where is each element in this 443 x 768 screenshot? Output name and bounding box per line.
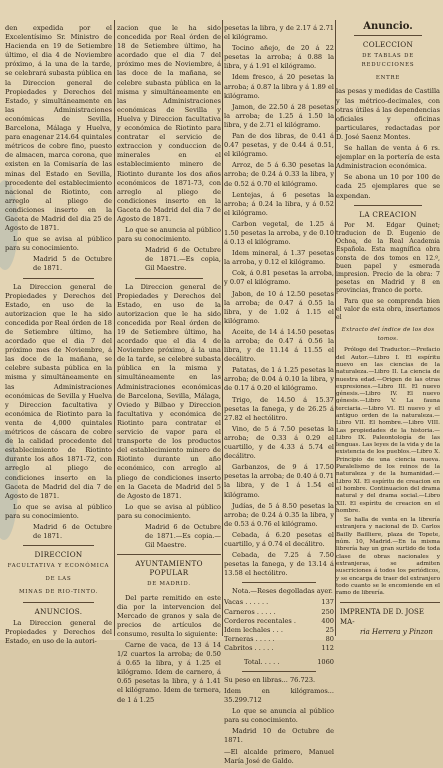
price-line: Jamon, de 22.50 á 28 pesetas la arroba; de 1.25 á 1.50 la libra, y de 2.71 el kilógramo.: [224, 102, 334, 129]
row-value: 80: [325, 635, 334, 644]
column-1: [5, 24, 112, 648]
separator: [354, 205, 422, 206]
heading-extracto: Extracto del índice de los dos tomos.: [341, 327, 435, 343]
price-line: Cok, á 0.81 pesetas la arroba, y 0.07 el kilógramo.: [224, 269, 334, 287]
separator: [242, 582, 316, 583]
subheading-facultativa: FACULTATIVA Y ECONÓMICA: [7, 563, 110, 570]
price-line: Jabon, de 10 á 12.50 pesetas la arroba; de 0.47 á 0.55 la libra, y de 1.02 á 1.15 el kilógramo.: [224, 289, 334, 325]
heading-coleccion: COLECCION: [362, 40, 414, 50]
total-label: Total. . . . .: [244, 657, 280, 666]
col4-paragraph-6: Prólogo del Traductor.—Prefacio del Autor.—Libro I. El espíritu nuevo en las ciencias de la naturaleza.—Libro II. La ciencia de nuestra edad.—Origen de las otras expresiones.—Libro III. El nuevo génesis.—Libro IV. El nuevo génesis.—Libro V. La fauna terciaria.—Libro VI. El nuevo y el antiguo orden de la naturaleza.—Libro VII. El hombre.—Libro VIII. Las propiedades de la historia.—Libro IX. Paleontología de las lenguas. Las leyes de la vida y de la existencia de los pueblos.—Libro X. Principio de una ciencia nueva. Paralelismo de los reinos de la naturaleza y de la humanidad.—Libro XI. El espíritu de creacion en el hombre. Continuacion del drama natural y del drama social.—Libro XII. El espíritu de creacion en el hombre.: [336, 347, 440, 514]
row-value: 250: [321, 607, 334, 616]
price-line: Arroz, de 5 á 6.30 pesetas la arroba; de 0.24 á 0.33 la libra, y de 0.52 á 0.70 el kilógramo.: [224, 161, 334, 188]
row-value: 137: [321, 598, 334, 607]
column-rule-1: [114, 20, 115, 636]
weight-pounds: Su peso en libras... 76.723.: [224, 675, 316, 684]
separator: [340, 602, 440, 603]
separator: [23, 602, 94, 603]
heading-anuncio: Anuncio.: [363, 21, 413, 32]
col3-date: Madrid 10 de Octubre de 1871.: [224, 727, 334, 745]
col4-paragraph-4: Por M. Edgar Quinet; traducion de D. Eugenio de Ochoa, de la Real Academia Española. Esta magnífica obra consta de dos tomos en 12.º, buen papel y esmerada impresion. Precio de la obra: 7 pesetas en Madrid y 8 en provincias, franco de porte.: [336, 221, 440, 295]
col3-signature: —El alcalde primero, Manuel María José de Galdo.: [224, 747, 334, 765]
weight-kilos: Idem en kilógramos... 35.299.712: [224, 686, 334, 705]
column-3: [224, 24, 334, 768]
subheading-minas: MINAS DE RIO-TINTO.: [18, 589, 99, 596]
col2-paragraph-2: Lo que se anuncia al público para su conocimiento.: [117, 226, 221, 244]
separator: [354, 35, 422, 36]
price-line: Idem fresco, á 20 pesetas la arroba; á 0.87 la libra y á 1.89 el kilógramo.: [224, 73, 334, 100]
price-line: pesetas la libra, y de 2.17 á 2.71 el kilógramo.: [224, 24, 334, 42]
separator: [23, 545, 94, 546]
price-line: Trigo, de 14.50 á 15.37 pesetas la fanega, y de 26.25 á 27.82 el hectólitro.: [224, 395, 334, 422]
price-line: Judías, de 5 á 8.50 pesetas la arroba; de 0.24 á 0.35 la libra, y de 0.53 á 0.76 el kilógramo.: [224, 501, 334, 528]
separator: [23, 278, 94, 279]
table-row: [224, 608, 334, 617]
col1-date-2: Madrid 6 de Octubre de 1871.: [33, 522, 112, 541]
separator: [117, 554, 221, 555]
imprint-line-2: ria Herrera y Pinzon: [360, 628, 433, 636]
col3-closing: Lo que se anuncia al público para su conocimiento.: [224, 707, 334, 725]
table-row: [224, 598, 334, 607]
col2-paragraph-5: Del parte remitido en este dia por la intervencion del Mercado de granos y sala de precios de artículos de consumo, resulta lo siguiente:: [117, 593, 221, 638]
col4-paragraph-1: las pesas y medidas de Castilla y las métrico-decimales, con otras útiles á las dependencias oficiales y oficinas particulares, redactadas por D. José Saenz Montes.: [336, 87, 440, 141]
row-value: 25: [325, 626, 334, 635]
column-2: [117, 24, 221, 707]
col1-paragraph-1: den expedida por el Excelentísimo Sr. Ministro de Hacienda en 19 de Setiembre último, el dia 4 de Noviembre próximo, á la una de la tarde, se celebrará subasta pública en la Direccion general de Propiedades y Derechos del Estado, y simultáneamente en las Administraciones económicas de Sevilla, Barcelona, Málaga y Huelva, para enagenar 214.64 quintales métricos de cobre fino, puesto de almacen, marca corona, que existen en la Comisaría de las minas del Estado en Sevilla, procedente del establecimiento nacional de Riotinto, con arreglo al pliego de condiciones inserto en la Gaceta de Madrid del dia 25 de Agosto de 1871.: [5, 24, 112, 233]
subheading-madrid: DE MADRID.: [147, 581, 191, 588]
separator: [135, 278, 203, 279]
table-row: [224, 617, 334, 626]
livestock-table: [224, 598, 334, 666]
table-row: [224, 644, 334, 653]
price-line: Tocino añejo, de 20 á 22 pesetas la arroba; á 0.88 la libra, y á 1.91 el kilógramo.: [224, 44, 334, 71]
col1-paragraph-2: Lo que se avisa al público para su conocimiento.: [5, 235, 112, 253]
separator: [242, 671, 316, 672]
col4-paragraph-3: Se abona un 10 por 100 de cada 25 ejemplares que se expendan.: [336, 173, 440, 200]
column-rule-2: [222, 20, 223, 636]
subheading-entre: ENTRE: [375, 75, 401, 82]
col2-date-1: Madrid 6 de Octubre de 1871.—Es copia, Gil Maestre.: [145, 246, 221, 273]
col4-paragraph-2: Se hallan de venta á 6 rs. ejemplar en la portería de esta Administracion económica.: [336, 144, 440, 171]
row-label: Carneros . . . . .: [224, 607, 276, 616]
heading-ayuntamiento: AYUNTAMIENTO POPULAR: [135, 559, 203, 578]
subheading-de-las: DE LAS: [45, 576, 72, 583]
column-4: [336, 21, 440, 599]
row-label: Corderos recentales .: [224, 616, 296, 625]
col2-paragraph-1: zacion que le ha sido concedida por Real órden de 18 de Setiembre último, ha acordado que el dia 7 del próximo mes de Noviembre, á las doce de la mañana, se celebre subasta pública en la misma y simultáneamente en las Administraciones económicas de Sevilla y Huelva y Direccion facultativa y económica de Riotinto para contratar el servicio de extraccion y conduccion de minerales en el establecimiento minero de Riotinto durante los dos años económicos de 1871-73, con arreglo al pliego de condiciones inserto en la Gaceta de Madrid del dia 7 de Agosto de 1871.: [117, 24, 221, 223]
price-line: Cebada, de 7.25 á 7.50 pesetas la fanega, y de 13.14 á 13.58 el hectólitro.: [224, 551, 334, 578]
col1-date-1: Madrid 5 de Octubre de 1871.: [33, 255, 112, 273]
imprint-line-1: IMPRENTA DE D. JOSE MA-: [340, 608, 424, 626]
price-line: Vino, de 5 á 7.50 pesetas la arroba; de 0.33 á 0.29 el cuartillo, y de 4.33 á 5.74 el decálitro.: [224, 424, 334, 461]
col4-paragraph-7: Se halla de venta en la librería extranjera y nacional de D. Carlos Bailly Bailliere, plaza de Topete, núm. 10, Madrid.—En la misma librería hay un gran surtido de toda clase de obras nacionales y extranjeras, se admiten suscriciones á todos los periódicos, y se encarga de traer del extranjero todo cuanto se le encomiende en el ramo de librería.: [336, 517, 440, 597]
col2-paragraph-4: Lo que se avisa al público para su conocimiento.: [117, 502, 221, 520]
row-label: Cabritos . . . . .: [224, 644, 274, 653]
row-label: Idem lechales . . .: [224, 626, 283, 635]
imprint: [340, 598, 440, 637]
row-label: Terneras . . . . .: [224, 635, 275, 644]
heading-direccion: DIRECCION: [34, 550, 83, 560]
col1-paragraph-4: Lo que se avisa al público para su conocimiento.: [5, 502, 112, 520]
heading-anuncios: ANUNCIOS.: [34, 606, 83, 616]
price-line: Aceite, de 14 á 14.50 pesetas la arroba; de 0.47 á 0.56 la libra, y de 11.14 á 11.55 el decálitro.: [224, 327, 334, 364]
table-row: [224, 635, 334, 644]
price-line: Lentejas, á 6 pesetas la arroba; á 0.24 la libra, y á 0.52 el kilógramo.: [224, 190, 334, 217]
table-row: [224, 626, 334, 635]
col1-paragraph-5: La Direccion general de Propiedades y Derechos del Estado, en uso de la autori-: [5, 618, 112, 645]
row-value: 400: [321, 616, 334, 625]
table-total-row: [224, 654, 334, 667]
price-line: Carbon vegetal, de 1.25 á 1.50 pesetas la arroba, y de 0.10 á 0.13 el kilógramo.: [224, 219, 334, 247]
col4-paragraph-5: Para que se comprenda bien el valor de esta obra, insertamos el: [336, 297, 440, 321]
total-value: 1060: [317, 657, 334, 666]
col2-paragraph-3: La Direccion general de Propiedades y Derechos del Estado, en uso de la autorizacion que le ha sido concedida por Real órden de 19 de Setiembre último, ha acordado que el dia 4 de Noviembre próximo, á la una de la tarde, se celebre subasta pública en la misma y simultáneamente en las Administraciones económicas de Barcelona, Sevilla, Málaga, Oviedo y Bilbao y Direccion facultativa y económica de Riotinto para contratar el servicio de vapor para el transporte de los productos del establecimiento minero de Riotinto durante un año económico, con arreglo al pliego de condiciones inserto en la Gaceta de Madrid del 5 de Agosto de 1871.: [117, 282, 221, 500]
price-line: Pan de dos libras, de 0.41 á 0.47 pesetas, y de 0.44 á 0.51, el kilógramo.: [224, 132, 334, 159]
price-line: Idem mineral, á 1.37 pesetas la arroba, y 0.12 el kilógramo.: [224, 249, 334, 267]
col1-paragraph-3: La Direccion general de Propiedades y Derechos del Estado, en uso de la autorizacion que le ha sido concedida por Real órden de 18 de Setiembre último, ha acordado que el dia 7 del próximo mes de Noviembre, á las doce de la mañana, se celebre subasta pública en la misma y simultáneamente en las Administraciones económicas de Sevilla y Huelva y Direccion facultativa y económica de Riotinto para la venta de 4,000 quintales métricos de cáscara de cobre de la calidad procedente del establecimiento de Riotinto durante los años 1871-72, con arreglo al pliego de condiciones inserto en la Gaceta de Madrid del dia 7 de Agosto de 1871.: [5, 282, 112, 500]
heading-la-creacion: LA CREACION: [359, 209, 417, 219]
price-line: Patatas, de 1 á 1.25 pesetas la arroba; de 0.04 á 0.10 la libra, y de 0.17 á 0.20 el kilógramo.: [224, 366, 334, 393]
col2-date-2: Madrid 6 de Octubre de 1871.—Es copia.—Gil Maestre.: [145, 522, 221, 550]
row-value: 112: [321, 644, 334, 653]
row-label: Vacas . . . . . .: [224, 598, 269, 607]
price-line: Garbanzos, de 9 á 17.50 pesetas la arroba; de 0.40 á 0.71 la libra, y de 1 á 1.54 el kilógramo.: [224, 463, 334, 499]
table-title: Nota.—Reses degolladas ayer.: [232, 587, 333, 596]
col2-paragraph-6: Carne de vaca, de 13 á 14 1/2 cuartos la arroba; de 0.50 á 0.65 la libra, y á 1.25 el kilógramo. Idem de carnero, á 0.65 pesetas la libra, y á 1.41 el kilógramo. Idem de ternera, de 1 á 1.25: [117, 641, 221, 704]
price-line: Cebada, á 6.20 pesetas el cuartillo, y á 0.74 el decálitro.: [224, 530, 334, 548]
subheading-tablas: DE TABLAS DE REDUCCIONES: [361, 53, 415, 69]
